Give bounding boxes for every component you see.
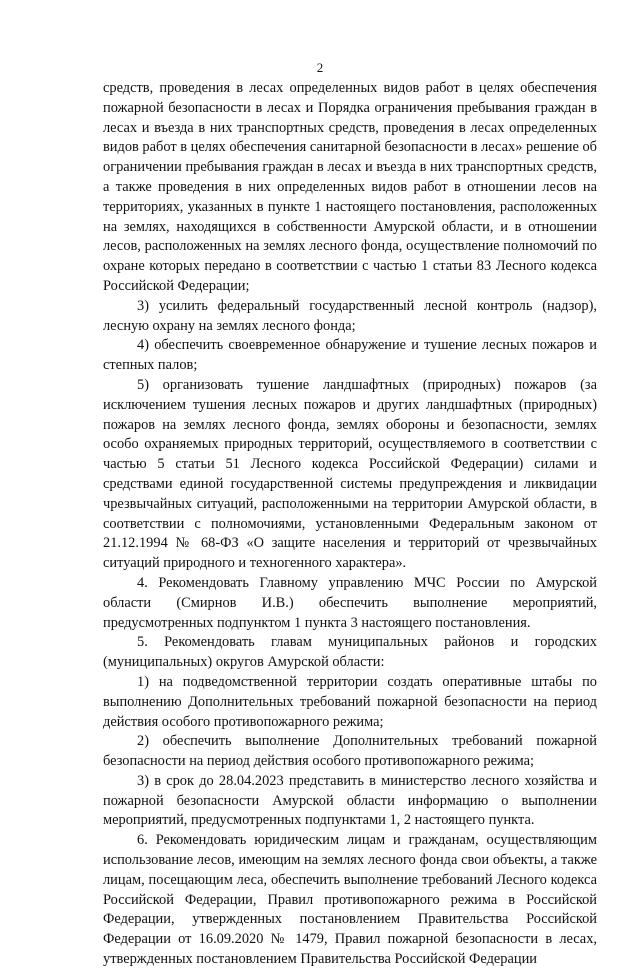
paragraph-item-5-2: 2) обеспечить выполнение Дополнительных требований пожарной безопасности на период действия особого противопожарного режима; xyxy=(103,733,597,770)
paragraph-item-4: 4. Рекомендовать Главному управлению МЧС России по Амурской области (Смирнов И.В.) обеспечить выполнение мероприятий, предусмотренных подпунктом 1 пункта 3 настоящего постановления. xyxy=(103,574,597,631)
paragraph-item-3-3: 3) усилить федеральный государственный лесной контроль (надзор), лесную охрану на землях лесного фонда; xyxy=(103,297,597,334)
paragraph-item-5-1: 1) на подведомственной территории создать оперативные штабы по выполнению Дополнительных требований пожарной безопасности на период действия особого противопожарного режима; xyxy=(103,673,597,730)
paragraph-item-5-3: 3) в срок до 28.04.2023 представить в министерство лесного хозяйства и пожарной безопасности Амурской области информацию о выполнении мероприятий, предусмотренных подпунктами 1, 2 настоящего пункта. xyxy=(103,772,597,829)
page-number: 2 xyxy=(316,60,324,75)
document-body xyxy=(103,79,597,970)
paragraph-continuation: средств, проведения в лесах определенных видов работ в целях обеспечения пожарной безопасности в лесах и Порядка ограничения пребывания граждан в лесах и въезда в них транспортных средств, проведения в лесах определенных видов работ в целях обеспечения санитарной безопасности в лесах» решение об ограничении пребывания граждан в лесах и въезда в них транспортных средств, а также проведения в них определенных видов работ в отношении лесов на территориях, указанных в пункте 1 настоящего постановления, расположенных на землях, находящихся в собственности Амурской области, и в отношении лесов, расположенных на землях лесного фонда, осуществление полномочий по охране которых передано в соответствии с частью 1 статьи 83 Лесного кодекса Российской Федерации; xyxy=(103,80,597,294)
paragraph-item-6: 6. Рекомендовать юридическим лицам и гражданам, осуществляющим использование лесов, имеющим на землях лесного фонда свои объекты, а также лицам, посещающим леса, обеспечить выполнение требований Лесного кодекса Российской Федерации, Правил противопожарного режима в Российской Федерации, утвержденных постановлением Правительства Российской Федерации от 16.09.2020 № 1479, Правил пожарной безопасности в лесах, утвержденных постановлением Правительства Российской Федерации xyxy=(103,832,597,968)
paragraph-item-3-4: 4) обеспечить своевременное обнаружение и тушение лесных пожаров и степных палов; xyxy=(103,337,597,374)
paragraph-item-3-5: 5) организовать тушение ландшафтных (природных) пожаров (за исключением тушения лесных пожаров и других ландшафтных (природных) пожаров на землях лесного фонда, землях обороны и безопасности, землях особо охраняемых природных территорий, осуществляемого в соответствии с частью 5 статьи 51 Лесного кодекса Российской Федерации) силами и средствами единой государственной системы предупреждения и ликвидации чрезвычайных ситуаций, расположенными на территории Амурской области, в соответствии с полномочиями, установленными Федеральным законом от 21.12.1994 № 68-ФЗ «О защите населения и территорий от чрезвычайных ситуаций природного и техногенного характера». xyxy=(103,376,597,572)
paragraph-item-5: 5. Рекомендовать главам муниципальных районов и городских (муниципальных) округов Амурской области: xyxy=(103,634,597,671)
